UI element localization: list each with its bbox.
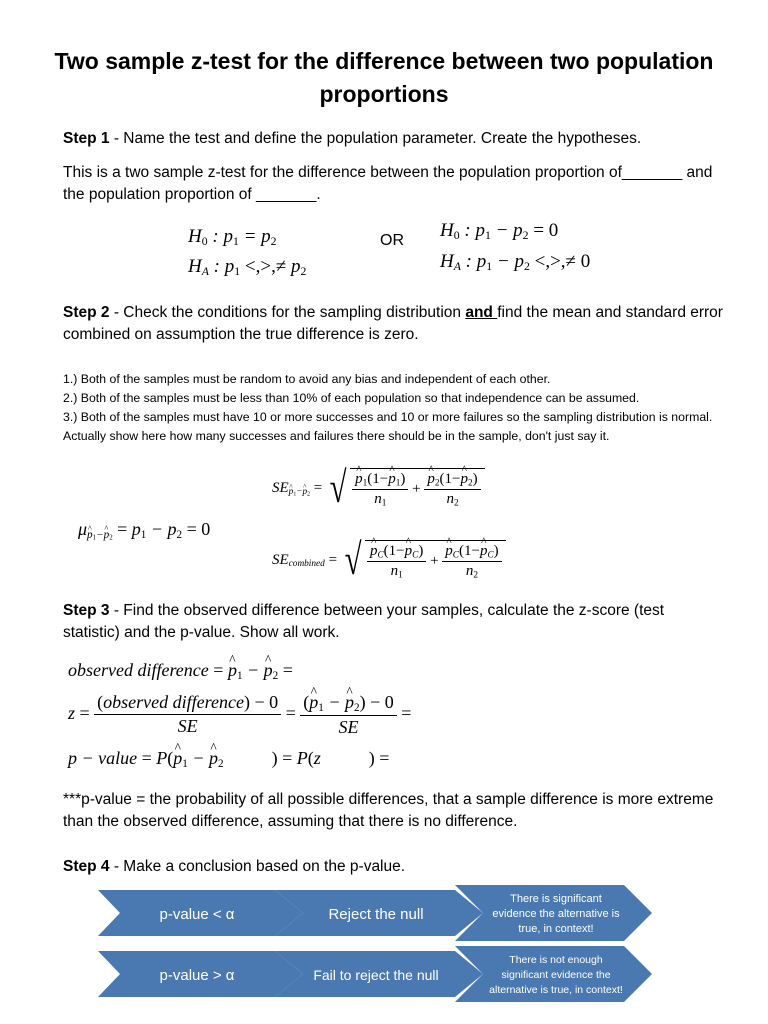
- or-separator: OR: [380, 232, 404, 249]
- step3-text: - Find the observed difference between your samples, calculate the z-score (test statistic) and the p-value. Show all work.: [63, 602, 665, 641]
- z-score-formula: z = $\frac{\text{(observed difference) − 0}}{SE}$ = $\frac{(\^{} p_1 - \^{} p_2) - 0}{SE}$ =: [68, 692, 411, 738]
- hypothesis-null-left: $H_0$ : $p_1 = p_2$: [188, 226, 277, 248]
- significant-line: true, in context!: [518, 923, 594, 935]
- fail-to-reject-label: Fail to reject the null: [313, 967, 439, 983]
- hypothesis-alt-left: $H_A$ : $p_1$ <,>,≠ $p_2$: [188, 256, 307, 278]
- flow-row-reject: [98, 885, 652, 941]
- observed-difference-formula: observed difference = ^ $p_1$ − ^ $p_2$ =: [68, 660, 293, 682]
- step3-label: Step 3: [63, 602, 110, 619]
- step1-description: This is a two sample z-test for the difference between the population proportion of_______ and the population proportion of _______.: [63, 164, 713, 203]
- condition-greater-label: p-value > α: [159, 967, 235, 984]
- hypothesis-alt-right: $H_A$ : $p_1 - p_2$ <,>,≠ 0: [440, 251, 591, 273]
- not-significant-line: alternative is true, in context!: [489, 984, 623, 996]
- page-title: Two sample z-test for the difference between two population proportions: [54, 48, 714, 107]
- step2-text-a: - Check the conditions for the sampling distribution: [109, 304, 466, 321]
- reject-null-label: Reject the null: [328, 906, 424, 923]
- condition-item: 3.) Both of the samples must have 10 or more successes and 10 or more failures so the sampling distribution is normal. Actually show here how many successes and failures there should be in the sample, don't just say it.: [63, 410, 713, 443]
- standard-error-formula: SE^ $_{p_1-\^{} p_2}$ = √ ^ $\frac{p_1(1-\^{} p_1)}{n_1}$ + ^ $\frac{p_2(1-\^{} p_2)}{n_2}$: [272, 468, 485, 509]
- step2-text-and: and: [465, 304, 498, 321]
- mean-formula: μ^ $_{p_1-\^{} p_2} = p_1 - p_2 = 0$: [78, 519, 210, 542]
- step2-label: Step 2: [63, 304, 110, 321]
- condition-less-label: p-value < α: [159, 906, 235, 923]
- step4-text: - Make a conclusion based on the p-value.: [109, 858, 406, 875]
- p-value-note: ***p-value = the probability of all possible differences, that a sample difference is more extreme than the observed difference, assuming that there is no difference.: [63, 791, 714, 830]
- significant-line: There is significant: [510, 893, 602, 905]
- step2-text-b: find the mean and standard error combined on assumption the true difference is zero.: [63, 304, 723, 343]
- condition-item: 2.) Both of the samples must be less than 10% of each population so that independence can be assumed.: [63, 391, 640, 405]
- step4-label: Step 4: [63, 858, 110, 875]
- combined-standard-error-formula: $SE_{combined}$ = √ ^ $\frac{p_C(1-\^{} p_C)}{n_1}$ + ^ $\frac{p_C(1-\^{} p_C)}{n_2}$: [272, 540, 506, 581]
- not-significant-line: There is not enough: [509, 954, 603, 966]
- significant-line: evidence the alternative is: [492, 908, 620, 920]
- step1-label: Step 1: [63, 130, 110, 147]
- step1-text: - Name the test and define the population parameter. Create the hypotheses.: [109, 130, 642, 147]
- hypothesis-null-right: $H_0$ : $p_1 - p_2 = 0$: [440, 220, 559, 242]
- not-significant-line: significant evidence the: [501, 969, 611, 981]
- flow-row-fail: [98, 946, 652, 1002]
- p-value-formula: p − value = P(^ $p_1$ − ^ $p_2$ ) = P(z ) =: [68, 748, 389, 770]
- condition-item: 1.) Both of the samples must be random to avoid any bias and independent of each other.: [63, 372, 551, 386]
